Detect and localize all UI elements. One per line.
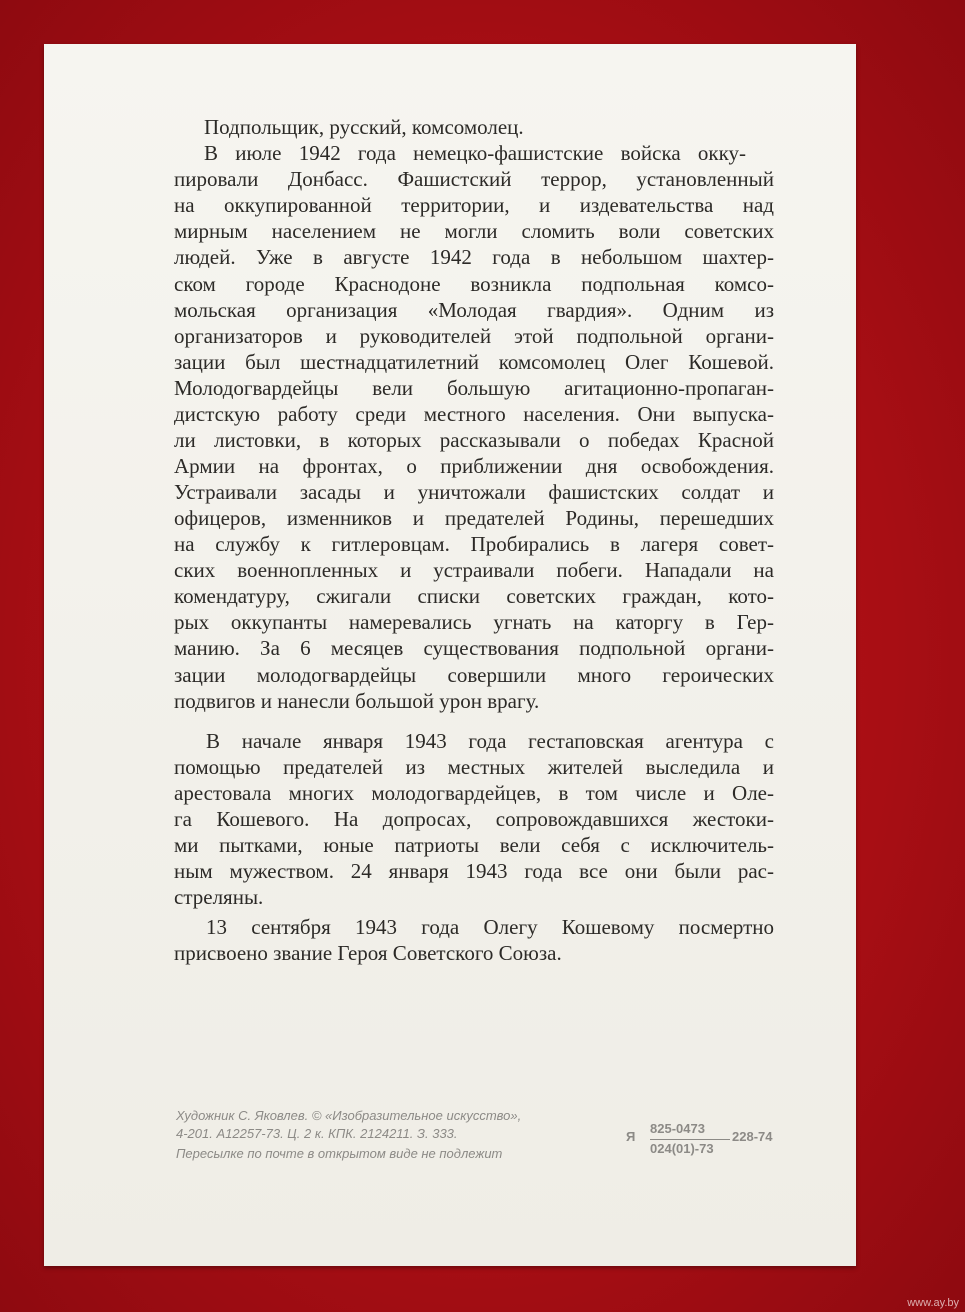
- text-line: офицеров, изменников и предателей Родины, перешедших: [174, 506, 774, 530]
- text-line: манию. За 6 месяцев существования подпольной органи-: [174, 636, 774, 660]
- imprint-artist: Художник С. Яковлев. © «Изобразительное искусство»,: [176, 1108, 522, 1123]
- index-numerator: 825-0473: [650, 1121, 705, 1136]
- text-line: рых оккупанты намеревались угнать на каторгу в Гер-: [174, 610, 774, 634]
- text-line: пировали Донбасс. Фашистский террор, установленный: [174, 167, 774, 191]
- index-denominator: 024(01)-73: [650, 1141, 714, 1156]
- text-line: Подпольщик, русский, комсомолец.: [204, 115, 524, 139]
- watermark: www.ay.by: [907, 1297, 959, 1309]
- text-line: Устраивали засады и уничтожали фашистских солдат и: [174, 480, 774, 504]
- text-line: присвоено звание Героя Советского Союза.: [174, 941, 562, 965]
- text-line: В начале января 1943 года гестаповская агентура с: [206, 729, 774, 753]
- text-line: мольская организация «Молодая гвардия». Одним из: [174, 298, 774, 322]
- text-line: ми пытками, юные патриоты вели себя с исключитель-: [174, 833, 774, 857]
- text-line: на оккупированной территории, и издевательства над: [174, 193, 774, 217]
- text-line: арестовала многих молодогвардейцев, в том числе и Оле-: [174, 781, 774, 805]
- text-line: ских военнопленных и устраивали побеги. Нападали на: [174, 558, 774, 582]
- text-line: ли листовки, в которых рассказывали о победах Красной: [174, 428, 774, 452]
- text-line: зации был шестнадцатилетний комсомолец Олег Кошевой.: [174, 350, 774, 374]
- text-line: га Кошевого. На допросах, сопровождавшихся жестоки-: [174, 807, 774, 831]
- text-line: стреляны.: [174, 885, 264, 909]
- text-line: организаторов и руководителей этой подпольной органи-: [174, 324, 774, 348]
- text-line: Армии на фронтах, о приближении дня освобождения.: [174, 454, 774, 478]
- index-letter: Я: [626, 1129, 636, 1144]
- text-line: 13 сентября 1943 года Олегу Кошевому посмертно: [206, 915, 774, 939]
- text-line: зации молодогвардейцы совершили много героических: [174, 663, 774, 687]
- text-line: комендатуру, сжигали списки советских граждан, кото-: [174, 584, 774, 608]
- text-line: подвигов и нанесли большой урон врагу.: [174, 689, 540, 713]
- text-line: Молодогвардейцы вели большую агитационно-пропаган-: [174, 376, 774, 400]
- text-line: ском городе Краснодоне возникла подпольная комсо-: [174, 272, 774, 296]
- text-line: помощью предателей из местных жителей выследила и: [174, 755, 774, 779]
- text-line: дистскую работу среди местного населения. Они выпуска-: [174, 402, 774, 426]
- text-line: людей. Уже в августе 1942 года в небольшом шахтер-: [174, 245, 774, 269]
- index-suffix: 228-74: [732, 1129, 773, 1144]
- text-line: мирным населением не могли сломить воли советских: [174, 219, 774, 243]
- imprint-codes: 4-201. А12257-73. Ц. 2 к. КПК. 2124211. З. 333.: [176, 1126, 458, 1141]
- fraction-bar: [650, 1139, 730, 1140]
- text-line: ным мужеством. 24 января 1943 года все они были рас-: [174, 859, 774, 883]
- text-line: В июле 1942 года немецко-фашистские войска окку-: [204, 141, 746, 165]
- imprint-mail-note: Пересылке по почте в открытом виде не подлежит: [176, 1146, 503, 1161]
- text-line: на службу к гитлеровцам. Пробирались в лагеря совет-: [174, 532, 774, 556]
